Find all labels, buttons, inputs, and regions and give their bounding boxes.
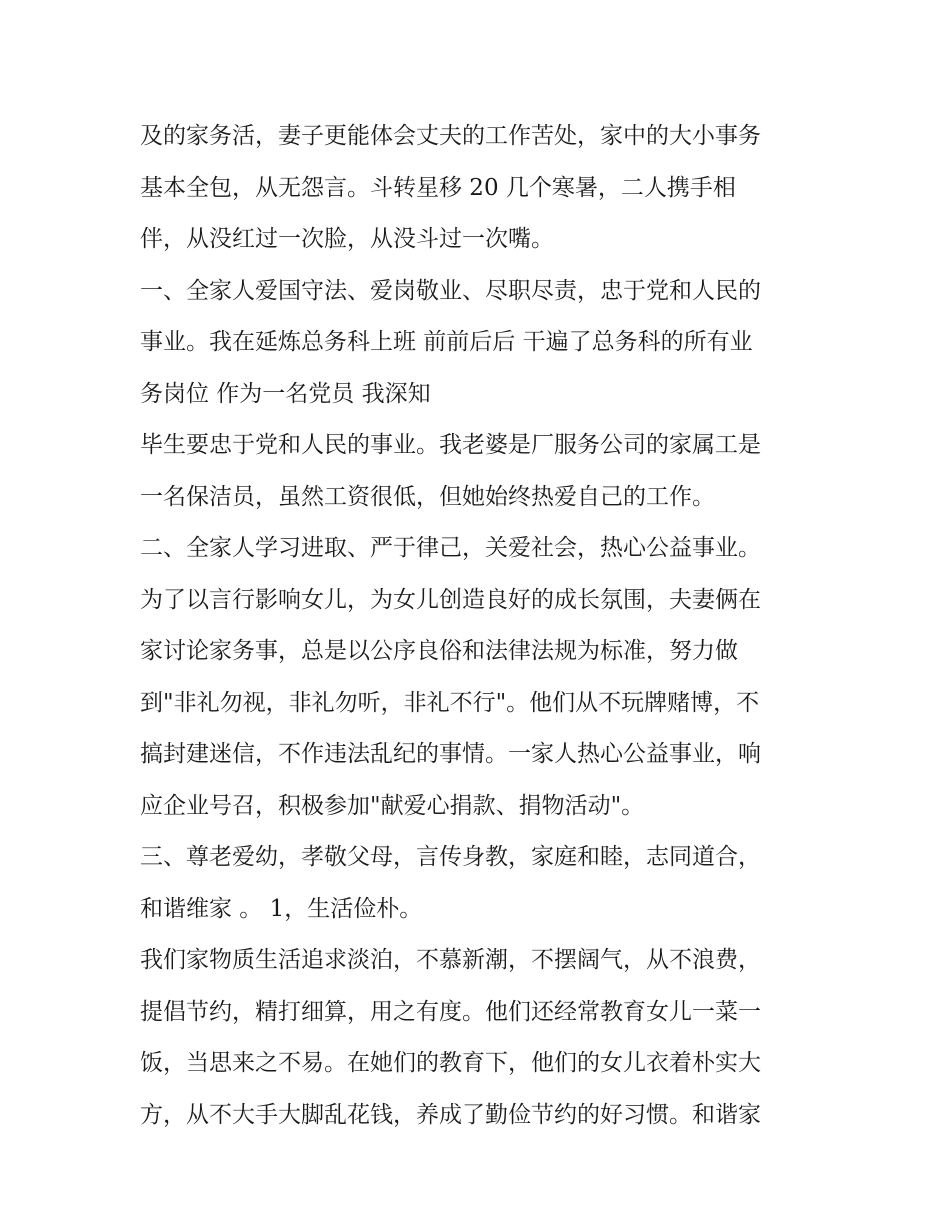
text-line: 到"非礼勿视，非礼勿听，非礼不行"。他们从不玩牌赌博，不 — [140, 689, 760, 716]
text-line: 伴，从没红过一次脸，从没斗过一次嘴。 — [140, 226, 554, 252]
text-line: 务岗位 作为一名党员 我深知 — [140, 380, 431, 407]
text-line: 应企业号召，积极参加"献爱心捐款、捐物活动"。 — [140, 792, 645, 819]
text-line: 家讨论家务事，总是以公序良俗和法律法规为标准，努力做 — [140, 638, 738, 664]
text-line: 事业。我在延炼总务科上班 前前后后 干遍了总务科的所有业 — [140, 329, 753, 355]
text-line: 三、尊老爱幼，孝敬父母，言传身教，家庭和睦，志同道合， — [140, 844, 761, 870]
text-line: 方，从不大手大脚乱花钱，养成了勤俭节约的好习惯。和谐家 — [140, 1101, 761, 1128]
text-line: 搞封建迷信，不作违法乱纪的事情。一家人热心公益事业，响 — [140, 741, 761, 767]
text-line: 为了以言行影响女儿，为女儿创造良好的成长氛围，夫妻俩在 — [140, 586, 761, 613]
text-line: 我们家物质生活追求淡泊，不慕新潮，不摆阔气，从不浪费， — [140, 947, 761, 973]
text-line: 毕生要忠于党和人民的事业。我老婆是厂服务公司的家属工是 — [140, 432, 761, 458]
text-line: 二、全家人学习进取、严于律己，关爱社会，热心公益事业。 — [140, 535, 761, 561]
document-body — [140, 111, 820, 1141]
text-line: 饭，当思来之不易。在她们的教育下，他们的女儿衣着朴实大 — [140, 1050, 761, 1076]
text-line: 一名保洁员，虽然工资很低，但她始终热爱自己的工作。 — [140, 483, 715, 510]
text-line: 及的家务活，妻子更能体会丈夫的工作苦处，家中的大小事务 — [140, 123, 761, 149]
text-line: 和谐维家 。 1，生活俭朴。 — [140, 895, 423, 922]
text-line: 基本全包，从无怨言。斗转星移 20 几个寒暑，二人携手相 — [140, 174, 736, 201]
text-line: 提倡节约，精打细算，用之有度。他们还经常教育女儿一菜一 — [140, 998, 761, 1025]
text-line: 一、全家人爱国守法、爱岗敬业、尽职尽责，忠于党和人民的 — [140, 277, 761, 304]
